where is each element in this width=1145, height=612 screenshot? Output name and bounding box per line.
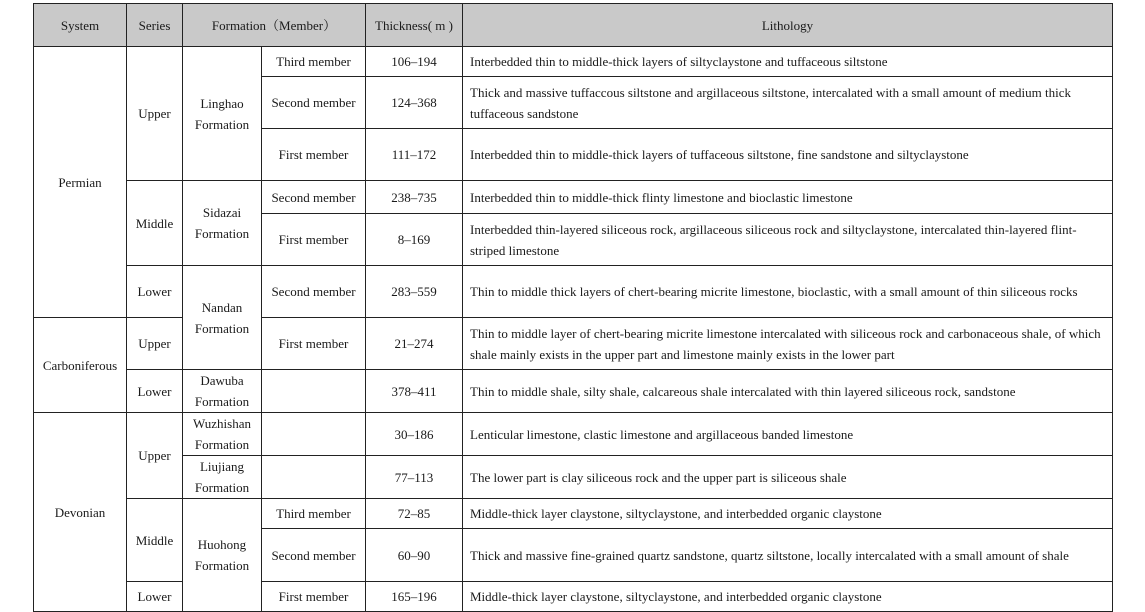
formation-linghao: Linghao Formation (183, 47, 262, 181)
lithology-cell: Thick and massive tuffaccous siltstone and argillaceous siltstone, intercalated with a small amount of medium thick tuffaceous sandstone (463, 77, 1113, 129)
thickness-cell: 77–113 (366, 456, 463, 499)
lithology-cell: Interbedded thin-layered siliceous rock, argillaceous siliceous rock and siltyclaystone, intercalated thin-layered flint-striped limestone (463, 214, 1113, 266)
member-cell-empty (262, 413, 366, 456)
header-system: System (34, 4, 127, 47)
formation-wuzhishan: Wuzhishan Formation (183, 413, 262, 456)
series-devonian-lower: Lower (127, 582, 183, 612)
header-series: Series (127, 4, 183, 47)
system-carboniferous: Carboniferous (34, 318, 127, 413)
formation-sidazai: Sidazai Formation (183, 181, 262, 266)
header-lithology: Lithology (463, 4, 1113, 47)
table-row (34, 456, 1113, 499)
table-row (34, 47, 1113, 77)
series-permian-middle: Middle (127, 181, 183, 266)
system-permian: Permian (34, 47, 127, 318)
thickness-cell: 283–559 (366, 266, 463, 318)
member-cell-empty (262, 456, 366, 499)
series-carboniferous-upper: Upper (127, 318, 183, 370)
formation-huohong: Huohong Formation (183, 499, 262, 612)
member-cell: Second member (262, 77, 366, 129)
member-cell: First member (262, 214, 366, 266)
formation-dawuba: Dawuba Formation (183, 370, 262, 413)
thickness-cell: 165–196 (366, 582, 463, 612)
lithology-cell: Interbedded thin to middle-thick layers of siltyclaystone and tuffaceous siltstone (463, 47, 1113, 77)
table-row (34, 370, 1113, 413)
lithology-cell: Thin to middle thick layers of chert-bearing micrite limestone, bioclastic, with a small amount of thin siliceous rocks (463, 266, 1113, 318)
member-cell: First member (262, 129, 366, 181)
lithology-cell: The lower part is clay siliceous rock and the upper part is siliceous shale (463, 456, 1113, 499)
member-cell: Second member (262, 266, 366, 318)
lithology-cell: Lenticular limestone, clastic limestone and argillaceous banded limestone (463, 413, 1113, 456)
formation-liujiang: Liujiang Formation (183, 456, 262, 499)
member-cell: Third member (262, 499, 366, 529)
series-devonian-middle: Middle (127, 499, 183, 582)
member-cell: First member (262, 318, 366, 370)
thickness-cell: 111–172 (366, 129, 463, 181)
thickness-cell: 8–169 (366, 214, 463, 266)
lithology-cell: Middle-thick layer claystone, siltyclaystone, and interbedded organic claystone (463, 499, 1113, 529)
series-devonian-upper: Upper (127, 413, 183, 499)
thickness-cell: 378–411 (366, 370, 463, 413)
lithology-cell: Thin to middle layer of chert-bearing micrite limestone intercalated with siliceous rock and carbonaceous shale, of which shale mainly exists in the upper part and limestone mainly exists in the lower part (463, 318, 1113, 370)
member-cell: Second member (262, 181, 366, 214)
lithology-cell: Thin to middle shale, silty shale, calcareous shale intercalated with thin layered siliceous rock, sandstone (463, 370, 1113, 413)
table-row (34, 181, 1113, 214)
member-cell: First member (262, 582, 366, 612)
system-devonian: Devonian (34, 413, 127, 612)
member-cell-empty (262, 370, 366, 413)
thickness-cell: 60–90 (366, 529, 463, 582)
series-permian-upper: Upper (127, 47, 183, 181)
header-row (34, 4, 1113, 47)
lithology-cell: Thick and massive fine-grained quartz sandstone, quartz siltstone, locally intercalated with a small amount of shale (463, 529, 1113, 582)
series-permian-lower: Lower (127, 266, 183, 318)
member-cell: Third member (262, 47, 366, 77)
stratigraphy-table (33, 3, 1113, 612)
member-cell: Second member (262, 529, 366, 582)
formation-nandan: Nandan Formation (183, 266, 262, 370)
lithology-cell: Middle-thick layer claystone, siltyclaystone, and interbedded organic claystone (463, 582, 1113, 612)
lithology-cell: Interbedded thin to middle-thick layers of tuffaceous siltstone, fine sandstone and siltyclaystone (463, 129, 1113, 181)
thickness-cell: 21–274 (366, 318, 463, 370)
header-thickness: Thickness( m ) (366, 4, 463, 47)
table-row (34, 266, 1113, 318)
thickness-cell: 30–186 (366, 413, 463, 456)
table-row (34, 499, 1113, 529)
thickness-cell: 238–735 (366, 181, 463, 214)
thickness-cell: 72–85 (366, 499, 463, 529)
thickness-cell: 124–368 (366, 77, 463, 129)
thickness-cell: 106–194 (366, 47, 463, 77)
table-row (34, 413, 1113, 456)
series-carboniferous-lower: Lower (127, 370, 183, 413)
header-formation: Formation（Member） (183, 4, 366, 47)
lithology-cell: Interbedded thin to middle-thick flinty limestone and bioclastic limestone (463, 181, 1113, 214)
